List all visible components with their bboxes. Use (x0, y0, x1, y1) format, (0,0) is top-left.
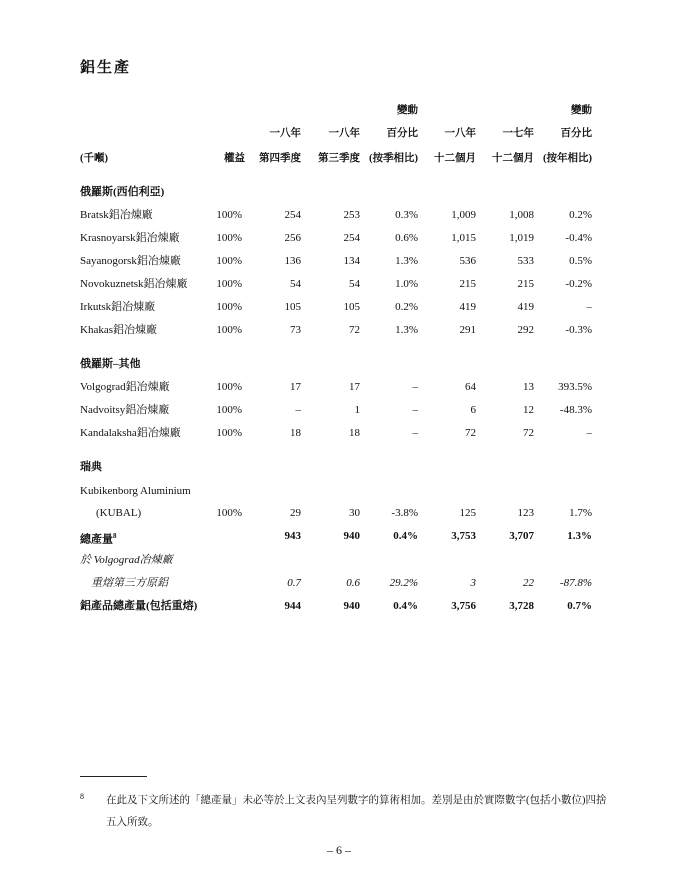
row-label: Kubikenborg Aluminium (80, 485, 191, 497)
cell-fy17: 22 (523, 577, 534, 589)
cell-q4: 943 (284, 530, 301, 542)
cell-yoy: 0.5% (569, 255, 592, 267)
page-number: – 6 – (327, 843, 351, 857)
cell-q4: 254 (284, 209, 301, 221)
header-q3-line2: 第三季度 (318, 153, 360, 164)
row-label: Sayanogorsk鋁冶煉廠 (80, 255, 181, 267)
cell-yoy: – (586, 427, 592, 439)
cell-q4: 17 (290, 381, 301, 393)
cell-qoq: 1.3% (395, 324, 418, 336)
cell-qoq: 0.3% (395, 209, 418, 221)
cell-fy18: 1,009 (451, 209, 476, 221)
row-label-continued: (KUBAL) (96, 507, 142, 519)
remelt-heading: 於 Volgograd冶煉廠 (80, 554, 173, 566)
cell-fy17: 533 (517, 255, 534, 267)
footnote-mark: 8 (80, 792, 84, 801)
cell-q4: 944 (284, 600, 301, 612)
cell-fy18: 125 (459, 507, 476, 519)
cell-qoq: 1.3% (395, 255, 418, 267)
cell-q3: 0.6 (346, 577, 360, 589)
page-title: 鋁生產 (80, 60, 132, 76)
cell-yoy: -0.2% (565, 278, 592, 290)
cell-fy17: 3,728 (509, 600, 534, 612)
cell-fy18: 6 (470, 404, 476, 416)
cell-yoy: 393.5% (558, 381, 592, 393)
cell-yoy: 1.7% (569, 507, 592, 519)
row-label: Kandalaksha鋁冶煉廠 (80, 427, 181, 439)
section-title: 瑞典 (80, 461, 102, 473)
header-fy17-line1: 一七年 (502, 128, 534, 139)
cell-equity: 100% (216, 381, 242, 393)
cell-fy17: 1,019 (509, 232, 534, 244)
header-yoy-line3: (按年相比) (543, 153, 592, 164)
header-unit: (千噸) (80, 153, 108, 164)
cell-yoy: 1.3% (567, 530, 592, 542)
cell-yoy: -48.3% (559, 404, 592, 416)
cell-q3: 72 (349, 324, 360, 336)
row-label: Khakas鋁冶煉廠 (80, 324, 157, 336)
row-label: Volgograd鋁冶煉廠 (80, 381, 170, 393)
cell-q3: 253 (343, 209, 360, 221)
cell-yoy: 0.2% (569, 209, 592, 221)
cell-q4: 29 (290, 507, 301, 519)
cell-qoq: – (412, 381, 418, 393)
cell-fy18: 419 (459, 301, 476, 313)
row-label: 鋁產品總產量(包括重熔) (80, 600, 198, 612)
cell-equity: 100% (216, 324, 242, 336)
cell-fy18: 215 (459, 278, 476, 290)
cell-q4: 54 (290, 278, 301, 290)
cell-qoq: – (412, 404, 418, 416)
row-label: 重熔第三方原鋁 (91, 577, 168, 589)
cell-equity: 100% (216, 255, 242, 267)
cell-qoq: 1.0% (395, 278, 418, 290)
cell-q3: 940 (343, 600, 360, 612)
cell-q4: 18 (290, 427, 301, 439)
cell-equity: 100% (216, 278, 242, 290)
cell-q3: 30 (349, 507, 360, 519)
cell-equity: 100% (216, 404, 242, 416)
header-fy18-line2: 十二個月 (434, 153, 476, 164)
row-label: Irkutsk鋁冶煉廠 (80, 301, 156, 313)
cell-yoy: -0.4% (565, 232, 592, 244)
cell-q4: 73 (290, 324, 301, 336)
cell-fy17: 3,707 (509, 530, 534, 542)
footnote-ref: 8 (113, 532, 117, 540)
cell-q3: 1 (354, 404, 360, 416)
cell-qoq: 0.4% (393, 530, 418, 542)
section-title: 俄羅斯–其他 (80, 358, 141, 370)
section-title: 俄羅斯(西伯利亞) (80, 186, 165, 198)
header-fy18-line1: 一八年 (444, 128, 476, 139)
footnote-divider (80, 776, 147, 777)
cell-q4: 105 (284, 301, 301, 313)
cell-q4: – (295, 404, 301, 416)
cell-fy17: 12 (523, 404, 534, 416)
cell-q4: 136 (284, 255, 301, 267)
header-equity: 權益 (224, 153, 245, 164)
cell-fy17: 292 (517, 324, 534, 336)
cell-fy18: 291 (459, 324, 476, 336)
cell-q3: 18 (349, 427, 360, 439)
cell-qoq: 0.6% (395, 232, 418, 244)
cell-qoq: – (412, 427, 418, 439)
header-yoy-line2: 百分比 (560, 128, 592, 139)
header-q4-line1: 一八年 (269, 128, 301, 139)
cell-yoy: – (586, 301, 592, 313)
cell-equity: 100% (216, 209, 242, 221)
cell-q3: 105 (343, 301, 360, 313)
cell-fy17: 72 (523, 427, 534, 439)
total-label-text: 總產量 (80, 533, 113, 546)
cell-q4: 0.7 (287, 577, 301, 589)
cell-equity: 100% (216, 507, 242, 519)
cell-qoq: 0.2% (395, 301, 418, 313)
cell-qoq: 29.2% (389, 577, 418, 589)
cell-yoy: 0.7% (567, 600, 592, 612)
header-fy17-line2: 十二個月 (492, 153, 534, 164)
cell-fy17: 123 (517, 507, 534, 519)
header-q4-line2: 第四季度 (259, 153, 301, 164)
cell-yoy: -87.8% (559, 577, 592, 589)
row-label: Nadvoitsy鋁冶煉廠 (80, 404, 170, 416)
cell-qoq: 0.4% (393, 600, 418, 612)
cell-fy17: 419 (517, 301, 534, 313)
cell-fy17: 13 (523, 381, 534, 393)
cell-fy18: 3,756 (451, 600, 476, 612)
cell-fy17: 215 (517, 278, 534, 290)
cell-q3: 17 (349, 381, 360, 393)
cell-q3: 940 (343, 530, 360, 542)
header-yoy-line1: 變動 (571, 105, 592, 116)
cell-q3: 254 (343, 232, 360, 244)
total-label (80, 529, 117, 547)
cell-q3: 54 (349, 278, 360, 290)
row-label: Krasnoyarsk鋁冶煉廠 (80, 232, 180, 244)
header-q3-line1: 一八年 (328, 128, 360, 139)
cell-fy17: 1,008 (509, 209, 534, 221)
cell-equity: 100% (216, 232, 242, 244)
cell-q3: 134 (343, 255, 360, 267)
row-label: Bratsk鋁冶煉廠 (80, 209, 153, 221)
cell-fy18: 1,015 (451, 232, 476, 244)
cell-equity: 100% (216, 427, 242, 439)
header-qoq-line1: 變動 (397, 105, 418, 116)
cell-fy18: 536 (459, 255, 476, 267)
cell-yoy: -0.3% (565, 324, 592, 336)
cell-fy18: 3,753 (451, 530, 476, 542)
cell-fy18: 3 (470, 577, 476, 589)
header-qoq-line2: 百分比 (386, 128, 418, 139)
row-label: Novokuznetsk鋁冶煉廠 (80, 278, 188, 290)
cell-fy18: 72 (465, 427, 476, 439)
footnote-text: 在此及下文所述的「總產量」未必等於上文表內呈列數字的算術相加。差別是由於實際數字(包括小數位)四捨五入所致。 (106, 795, 607, 828)
cell-qoq: -3.8% (391, 507, 418, 519)
cell-equity: 100% (216, 301, 242, 313)
header-qoq-line3: (按季相比) (369, 153, 418, 164)
cell-q4: 256 (284, 232, 301, 244)
cell-fy18: 64 (465, 381, 476, 393)
